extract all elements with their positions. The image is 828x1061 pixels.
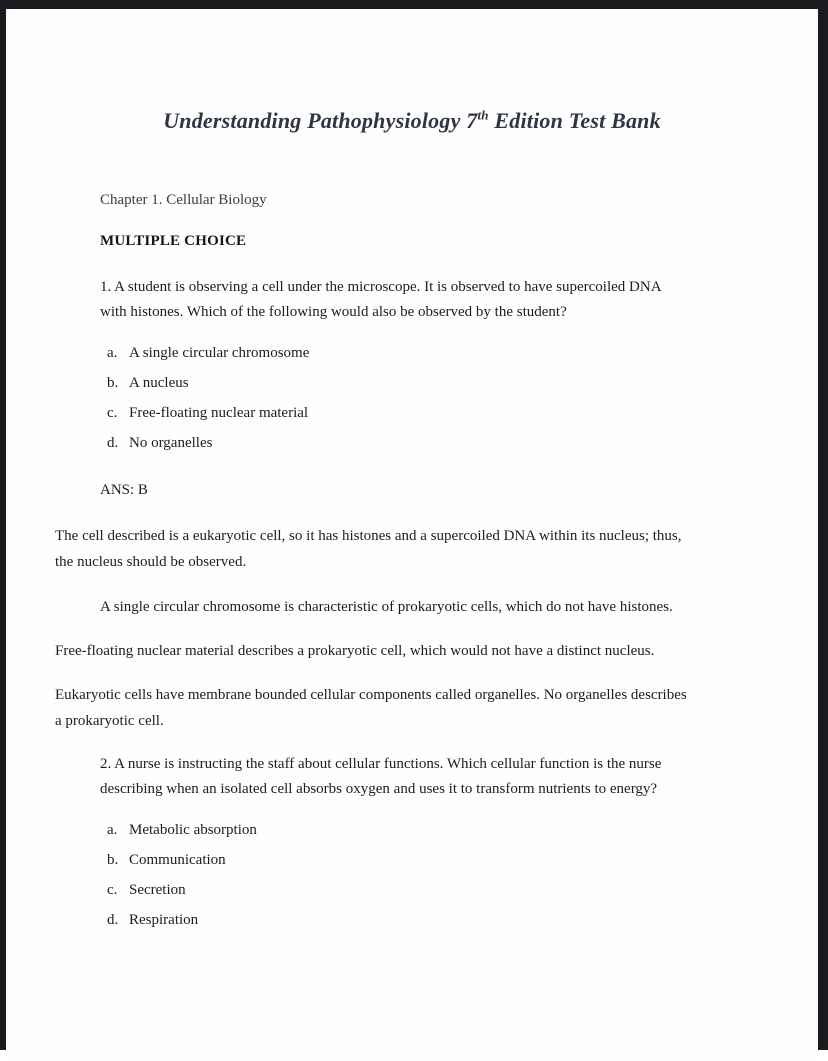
option-letter: d. (107, 912, 119, 928)
option-text: A single circular chromosome (129, 345, 310, 361)
document-page (6, 9, 818, 1061)
question-1-stem: 1. A student is observing a cell under the microscope. It is observed to have supercoiled DNA with histones. Which of the following would also be observed by the student? (100, 279, 661, 320)
chapter-heading: Chapter 1. Cellular Biology (100, 192, 267, 208)
option-text: Respiration (129, 912, 199, 928)
question-2-options (6, 819, 818, 932)
option-text: Secretion (129, 882, 186, 898)
option-letter: c. (107, 882, 118, 898)
option-text: A nucleus (129, 375, 189, 391)
option-text: Metabolic absorption (129, 822, 257, 838)
option-letter: b. (107, 852, 119, 868)
document-title-text: Understanding Pathophysiology 7 (163, 108, 478, 133)
rationale-paragraph: The cell described is a eukaryotic cell, so it has histones and a supercoiled DNA within its nucleus; thus, the nucleus should be observed. (55, 528, 682, 570)
option-letter: a. (107, 822, 118, 838)
rationale-paragraph: Eukaryotic cells have membrane bounded cellular components called organelles. No organelles describes a prokaryotic cell. (55, 687, 687, 729)
option-text: Free-floating nuclear material (129, 405, 309, 421)
document-title-text-end: Edition Test Bank (488, 108, 661, 133)
answer-label: ANS: B (100, 482, 148, 498)
option-row (107, 372, 818, 395)
option-text: No organelles (129, 435, 213, 451)
option-row (107, 819, 818, 842)
option-row (107, 909, 818, 932)
document-title (6, 106, 818, 136)
option-text: Communication (129, 852, 226, 868)
rationale-paragraph: Free-floating nuclear material describes a prokaryotic cell, which would not have a distinct nucleus. (55, 643, 655, 659)
option-letter: d. (107, 435, 119, 451)
option-letter: b. (107, 375, 119, 391)
section-heading: MULTIPLE CHOICE (100, 233, 247, 249)
option-row (107, 432, 818, 455)
option-row (107, 879, 818, 902)
document-title-superscript: th (477, 107, 489, 123)
option-row (107, 342, 818, 365)
option-letter: a. (107, 345, 118, 361)
option-row (107, 402, 818, 425)
rationale-paragraph: A single circular chromosome is characteristic of prokaryotic cells, which do not have histones. (100, 599, 673, 615)
question-1-options (6, 342, 818, 455)
option-letter: c. (107, 405, 118, 421)
option-row (107, 849, 818, 872)
question-2-stem: 2. A nurse is instructing the staff about cellular functions. Which cellular function is the nurse describing when an isolated cell absorbs oxygen and uses it to transform nutrients to energy? (100, 756, 662, 797)
